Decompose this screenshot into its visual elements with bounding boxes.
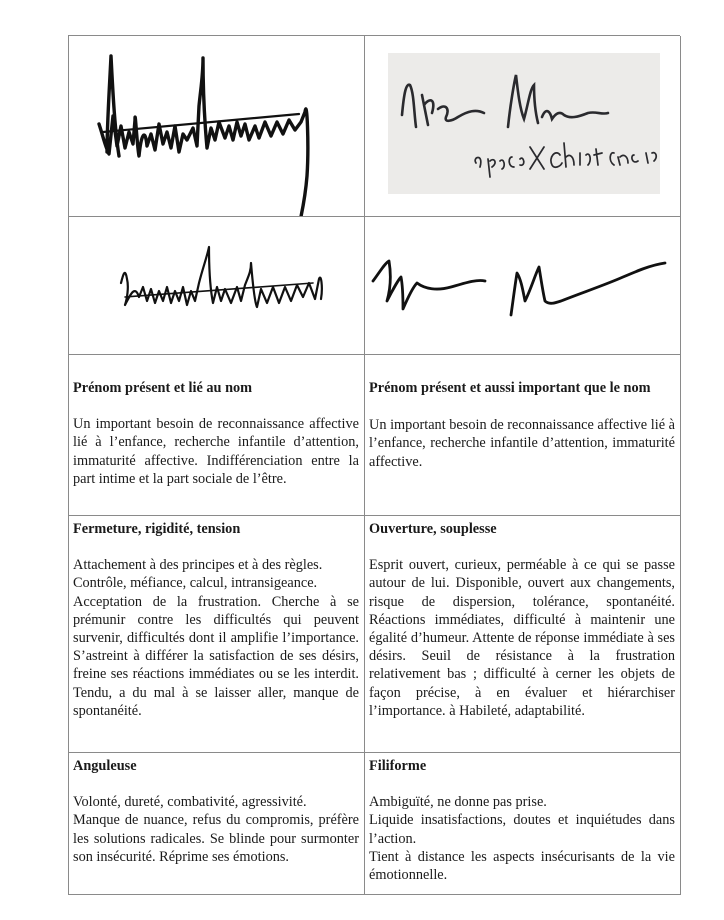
trait-paragraph: Un important besoin de reconnaissance affective lié à l’enfance, recherche infantile d’attention, immaturité affective. Indifférenciation entre la part intime et la part sociale de l’être. xyxy=(73,416,359,487)
trait-paragraph: Un important besoin de reconnaissance affective lié à l’enfance, recherche infantile d’attention, immaturité affective. xyxy=(369,417,675,470)
trait-paragraph: Volonté, dureté, combativité, agressivité. xyxy=(73,794,307,811)
trait-heading: Anguleuse xyxy=(73,758,137,774)
trait-paragraph: Acceptation de la frustration. Cherche à se prémunir contre les difficultés qui peuvent survenir, difficultés dont il amplifie l’importance. S’astreint à différer la satisfaction de ses désirs, freine ses réactions immédiates ou se les interdit. Tendu, a du mal à se laisser aller, manque de spontanéité. xyxy=(73,593,359,719)
trait-description xyxy=(73,793,359,866)
trait-heading: Prénom présent et aussi important que le nom xyxy=(369,380,651,396)
trait-heading: Fermeture, rigidité, tension xyxy=(73,521,241,537)
trait-paragraph: Esprit ouvert, curieux, perméable à ce qui se passe autour de lui. Disponible, ouvert aux changements, risque de dispersion, tolérance, spontanéité. Réactions immédiates, difficulté à maintenir une égalité d’humeur. Attente de réponse immédiate à ses désirs. Seuil de résistance à la frustration relativement bas ; difficulté à cerner les objets de façon précise, à en évaluer et hiérarchiser l’importance. à Habileté, adaptabilité. xyxy=(369,557,675,719)
signature-cell-left-large xyxy=(69,36,365,217)
cell-first-name-linked xyxy=(69,355,365,516)
trait-description xyxy=(369,556,675,720)
trait-heading: Ouverture, souplesse xyxy=(369,521,497,537)
trait-paragraph: Tient à distance les aspects insécurisants de la vie émotionnelle. xyxy=(369,848,675,884)
cell-angular xyxy=(69,753,365,895)
signature-photo xyxy=(388,53,660,194)
trait-heading: Filiforme xyxy=(369,758,427,774)
trait-paragraph: Ambiguïté, ne donne pas prise. xyxy=(369,794,547,811)
signature-analysis-table xyxy=(68,35,680,895)
trait-paragraph: Manque de nuance, refus du compromis, préfère les solutions radicales. Se blinde pour surmonter son insécurité. Réprime ses émotions. xyxy=(73,812,359,865)
signature-cell-right-traced xyxy=(365,217,681,355)
trait-description xyxy=(73,415,359,488)
trait-description xyxy=(73,556,359,720)
signature-photo-caption: SpaceX Chief Engineer xyxy=(388,53,398,54)
traced-signature-left xyxy=(69,217,365,355)
trait-paragraph: Attachement à des principes et à des règles. xyxy=(73,557,323,574)
traced-signature-right xyxy=(365,217,681,355)
cell-threadlike xyxy=(365,753,681,895)
signature-cell-right-large xyxy=(365,36,681,217)
trait-heading: Prénom présent et lié au nom xyxy=(73,380,253,396)
trait-paragraph: Contrôle, méfiance, calcul, intransigeance. xyxy=(73,575,318,592)
trait-description xyxy=(369,416,675,471)
trait-paragraph: Liquide insatisfactions, doutes et inquiétudes dans l’action. xyxy=(369,812,675,847)
signature-cell-left-traced xyxy=(69,217,365,355)
cell-first-name-equal xyxy=(365,355,681,516)
cell-closure-rigidity xyxy=(69,516,365,753)
handwritten-signature-photo xyxy=(388,53,660,194)
trait-description xyxy=(369,793,675,884)
cell-openness-flexibility xyxy=(365,516,681,753)
handwritten-signature-left xyxy=(69,36,365,217)
